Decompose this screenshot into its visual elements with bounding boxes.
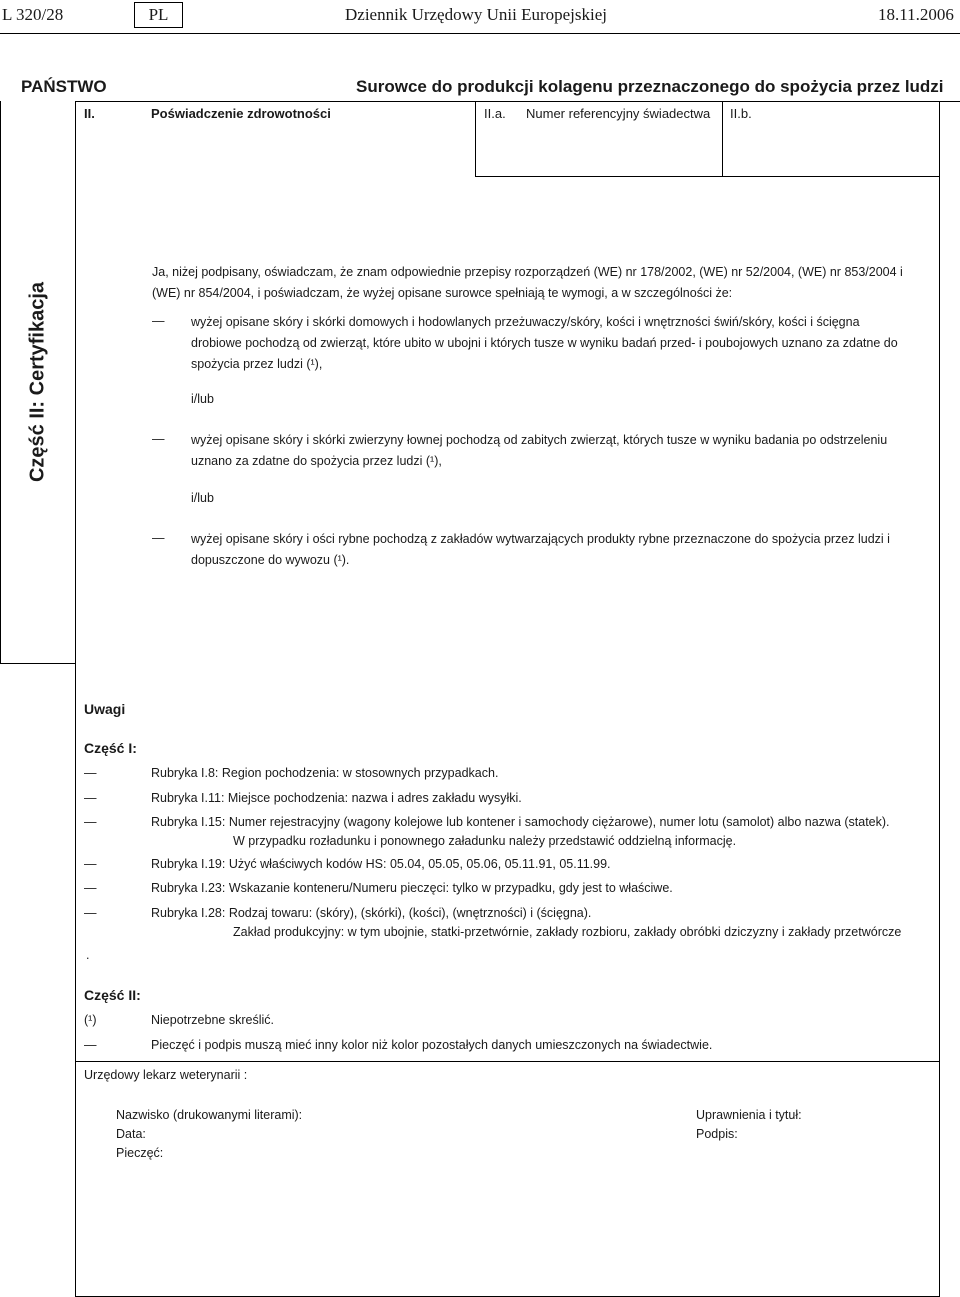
vertical-part-title: Część II: Certyfikacja <box>26 281 49 483</box>
cert-item-line: dopuszczone do wywozu (¹). <box>191 553 350 567</box>
bullet-dash: — <box>84 766 97 780</box>
note-box-i23: Rubryka I.23: Wskazanie konteneru/Numeru pieczęci: tylko w przypadku, gdy jest to właściwe. <box>151 881 673 895</box>
notes-part-2-heading: Część II: <box>84 987 141 1003</box>
frame-top-rule <box>75 101 960 102</box>
footnote-mark: (¹) <box>84 1013 97 1027</box>
stamp-field-label: Pieczęć: <box>116 1146 164 1160</box>
official-vet-label: Urzędowy lekarz weterynarii : <box>84 1068 248 1082</box>
bullet-dash: — <box>84 857 97 871</box>
signature-field-label: Podpis: <box>696 1127 738 1141</box>
bullet-dash: — <box>152 314 165 328</box>
footnote-text: Niepotrzebne skreślić. <box>151 1013 274 1027</box>
note-box-i15-cont: W przypadku rozładunku i ponownego załadunku należy przedstawić oddzielną informację. <box>233 834 737 848</box>
signature-separator <box>75 1061 940 1062</box>
cert-item-3 <box>191 529 890 571</box>
language-code: PL <box>148 5 169 24</box>
section-title: Poświadczenie zdrowotności <box>151 106 331 121</box>
cert-intro <box>152 262 903 304</box>
ref-box-bottom <box>475 176 940 177</box>
notes-part-1-heading: Część I: <box>84 740 137 756</box>
publication-date: 18.11.2006 <box>878 5 954 24</box>
journal-title: Dziennik Urzędowy Unii Europejskiej <box>345 5 608 24</box>
ref-box-divider <box>722 101 723 177</box>
bullet-dash: — <box>84 1038 97 1052</box>
or-connector: i/lub <box>191 392 214 406</box>
cert-intro-line: Ja, niżej podpisany, oświadczam, że znam odpowiednie przepisy rozporządzeń (WE) nr 178/2002, (WE) nr 52/2004, (WE) nr 853/2004 i <box>152 265 903 279</box>
note-box-i19: Rubryka I.19: Użyć właściwych kodów HS: 05.04, 05.05, 05.06, 05.11.91, 05.11.99. <box>151 857 611 871</box>
notes-heading: Uwagi <box>84 701 126 717</box>
ref-box-left <box>475 101 476 177</box>
frame-left-rule <box>75 101 76 1297</box>
qualification-field-label: Uprawnienia i tytuł: <box>696 1108 802 1122</box>
cert-intro-line: (WE) nr 854/2004, i poświadczam, że wyżej opisane surowce spełniają te wymogi, a w szczególności że: <box>152 286 733 300</box>
frame-right-rule <box>939 101 940 1297</box>
form-title: Surowce do produkcji kolagenu przeznaczonego do spożycia przez ludzi <box>356 77 944 96</box>
note-box-i11: Rubryka I.11: Miejsce pochodzenia: nazwa i adres zakładu wysyłki. <box>151 791 522 805</box>
bullet-dash: — <box>152 432 165 446</box>
language-box <box>134 2 183 28</box>
stamp-color-note: Pieczęć i podpis muszą mieć inny kolor niż kolor pozostałych danych umieszczonych na świadectwie. <box>151 1038 713 1052</box>
header-rule <box>0 33 960 34</box>
vertical-title-box-left <box>0 101 1 663</box>
ref-b-label: II.b. <box>730 106 752 121</box>
cert-item-2 <box>191 430 887 472</box>
ref-label: Numer referencyjny świadectwa <box>526 106 711 121</box>
cert-item-line: drobiowe pochodzą od zwierząt, które ubito w ubojni i których tusze w wyniku badań przed- i poubojowych uznano za zdatne do <box>191 336 898 350</box>
country-label: PAŃSTWO <box>21 77 107 96</box>
note-box-i8: Rubryka I.8: Region pochodzenia: w stosownych przypadkach. <box>151 766 499 780</box>
cert-item-line: wyżej opisane skóry i skórki domowych i hodowlanych przeżuwaczy/skóry, kości i wnętrzności świń/skóry, kości i ścięgna <box>191 315 860 329</box>
note-box-i28: Rubryka I.28: Rodzaj towaru: (skóry), (skórki), (kości), (wnętrzności) i (ścięgna). <box>151 906 592 920</box>
page-reference: L 320/28 <box>2 5 64 24</box>
bullet-dash: — <box>84 815 97 829</box>
note-box-i15: Rubryka I.15: Numer rejestracyjny (wagony kolejowe lub kontener i samochody ciężarowe), numer lotu (samolot) albo nazwa (statek). <box>151 815 890 829</box>
cert-item-line: spożycia przez ludzi (¹), <box>191 357 323 371</box>
name-field-label: Nazwisko (drukowanymi literami): <box>116 1108 303 1122</box>
bullet-dash: — <box>84 881 97 895</box>
bullet-dash: — <box>152 531 165 545</box>
ref-label-number: II.a. <box>484 106 506 121</box>
cert-item-line: wyżej opisane skóry i skórki zwierzyny łownej pochodzą od zabitych zwierząt, których tusze w wyniku badania po odstrzeleniu <box>191 433 888 447</box>
section-number: II. <box>84 106 95 121</box>
or-connector: i/lub <box>191 491 214 505</box>
cert-item-1 <box>191 312 898 375</box>
bullet-dash: — <box>84 791 97 805</box>
date-field-label: Data: <box>116 1127 146 1141</box>
note-dot: . <box>86 948 90 962</box>
cert-item-line: wyżej opisane skóry i ości rybne pochodzą z zakładów wytwarzających produkty rybne przeznaczone do spożycia przez ludzi i <box>191 532 890 546</box>
note-box-i28-cont: Zakład produkcyjny: w tym ubojnie, statki-przetwórnie, zakłady rozbioru, zakłady obróbki dziczyzny i zakłady przetwórcze <box>233 925 902 939</box>
cert-item-line: uznano za zdatne do spożycia przez ludzi (¹), <box>191 454 442 468</box>
bullet-dash: — <box>84 906 97 920</box>
vertical-title-box-bottom <box>0 663 76 664</box>
